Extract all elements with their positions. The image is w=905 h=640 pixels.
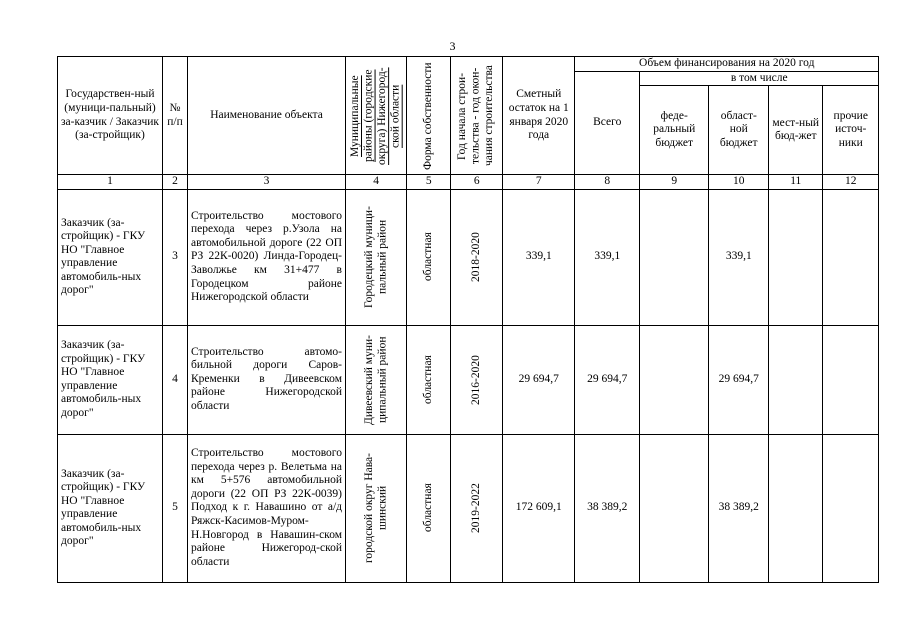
cell-total: 339,1 (575, 189, 640, 325)
cell-regional: 339,1 (709, 189, 769, 325)
cell-balance: 339,1 (503, 189, 575, 325)
cell-years: 2019-2022 (451, 434, 503, 582)
cell-district: Городецкий муници-пальный район (346, 189, 407, 325)
cell-ownership: областная (407, 189, 451, 325)
header-local: мест-ный бюд-жет (769, 86, 823, 175)
cell-federal (640, 434, 709, 582)
column-number: 12 (823, 175, 879, 190)
page-number: 3 (449, 39, 456, 53)
cell-balance: 172 609,1 (503, 434, 575, 582)
column-number: 6 (451, 175, 503, 190)
column-number: 2 (163, 175, 188, 190)
cell-object-name: Строительство мостового перехода через р. Велетьма на км 5+576 автомобильной дороги (22 ОП РЗ 22К-0039) Подход к г. Навашино от а/д Ряжск-Касимов-Муром-Н.Новгород в Навашин-ском районе Нижегород-ской области (188, 434, 346, 582)
cell-num: 4 (163, 325, 188, 434)
cell-object-name: Строительство автомо-бильной дороги Саров-Кременки в Дивеевском районе Нижегородской области (188, 325, 346, 434)
cell-other (823, 189, 879, 325)
header-balance: Сметный остаток на 1 января 2020 года (503, 57, 575, 175)
header-num: № п/п (163, 57, 188, 175)
cell-customer: Заказчик (за-стройщик) - ГКУ НО "Главное управление автомобиль-ных дорог" (58, 434, 163, 582)
column-number: 7 (503, 175, 575, 190)
header-regional: област-ной бюджет (709, 86, 769, 175)
column-number-row (58, 175, 879, 190)
column-number: 3 (188, 175, 346, 190)
cell-district: городской округ Нава-шинский (346, 434, 407, 582)
header-customer: Государствен-ный (муници-пальный) за-казчик / Заказчик (за-стройщик) (58, 57, 163, 175)
column-number: 9 (640, 175, 709, 190)
cell-balance: 29 694,7 (503, 325, 575, 434)
header-total: Всего (575, 71, 640, 175)
header-including: в том числе (640, 71, 879, 86)
cell-ownership: областная (407, 325, 451, 434)
cell-local (769, 189, 823, 325)
column-number: 4 (346, 175, 407, 190)
column-number: 5 (407, 175, 451, 190)
cell-customer: Заказчик (за-стройщик) - ГКУ НО "Главное управление автомобиль-ных дорог" (58, 189, 163, 325)
financing-table (57, 56, 879, 583)
header-funding-title: Объем финансирования на 2020 год (575, 57, 879, 72)
table-row (58, 325, 879, 434)
header-other: прочие источ-ники (823, 86, 879, 175)
table-row (58, 189, 879, 325)
cell-customer: Заказчик (за-стройщик) - ГКУ НО "Главное управление автомобиль-ных дорог" (58, 325, 163, 434)
header-years: Год начала строи-тельства - год окон-чания строительства (451, 57, 503, 175)
cell-local (769, 325, 823, 434)
cell-other (823, 325, 879, 434)
cell-federal (640, 189, 709, 325)
header-object-name: Наименование объекта (188, 57, 346, 175)
cell-total: 38 389,2 (575, 434, 640, 582)
cell-regional: 29 694,7 (709, 325, 769, 434)
table-row (58, 434, 879, 582)
cell-num: 3 (163, 189, 188, 325)
column-number: 1 (58, 175, 163, 190)
cell-ownership: областная (407, 434, 451, 582)
header-ownership: Форма собственности (407, 57, 451, 175)
column-number: 11 (769, 175, 823, 190)
cell-regional: 38 389,2 (709, 434, 769, 582)
cell-local (769, 434, 823, 582)
cell-years: 2016-2020 (451, 325, 503, 434)
cell-object-name: Строительство мостового перехода через р.Узола на автомобильной дороге (22 ОП РЗ 22К-0020) Линда-Городец-Заволжье км 31+477 в Городецком районе Нижегородской области (188, 189, 346, 325)
cell-total: 29 694,7 (575, 325, 640, 434)
column-number: 10 (709, 175, 769, 190)
header-federal: феде-ральный бюджет (640, 86, 709, 175)
cell-federal (640, 325, 709, 434)
column-number: 8 (575, 175, 640, 190)
cell-other (823, 434, 879, 582)
cell-years: 2018-2020 (451, 189, 503, 325)
cell-district: Дивеевский муни-ципальный район (346, 325, 407, 434)
header-district: Муниципальные районы (городские округа) Нижегород-ской области (346, 57, 407, 175)
cell-num: 5 (163, 434, 188, 582)
